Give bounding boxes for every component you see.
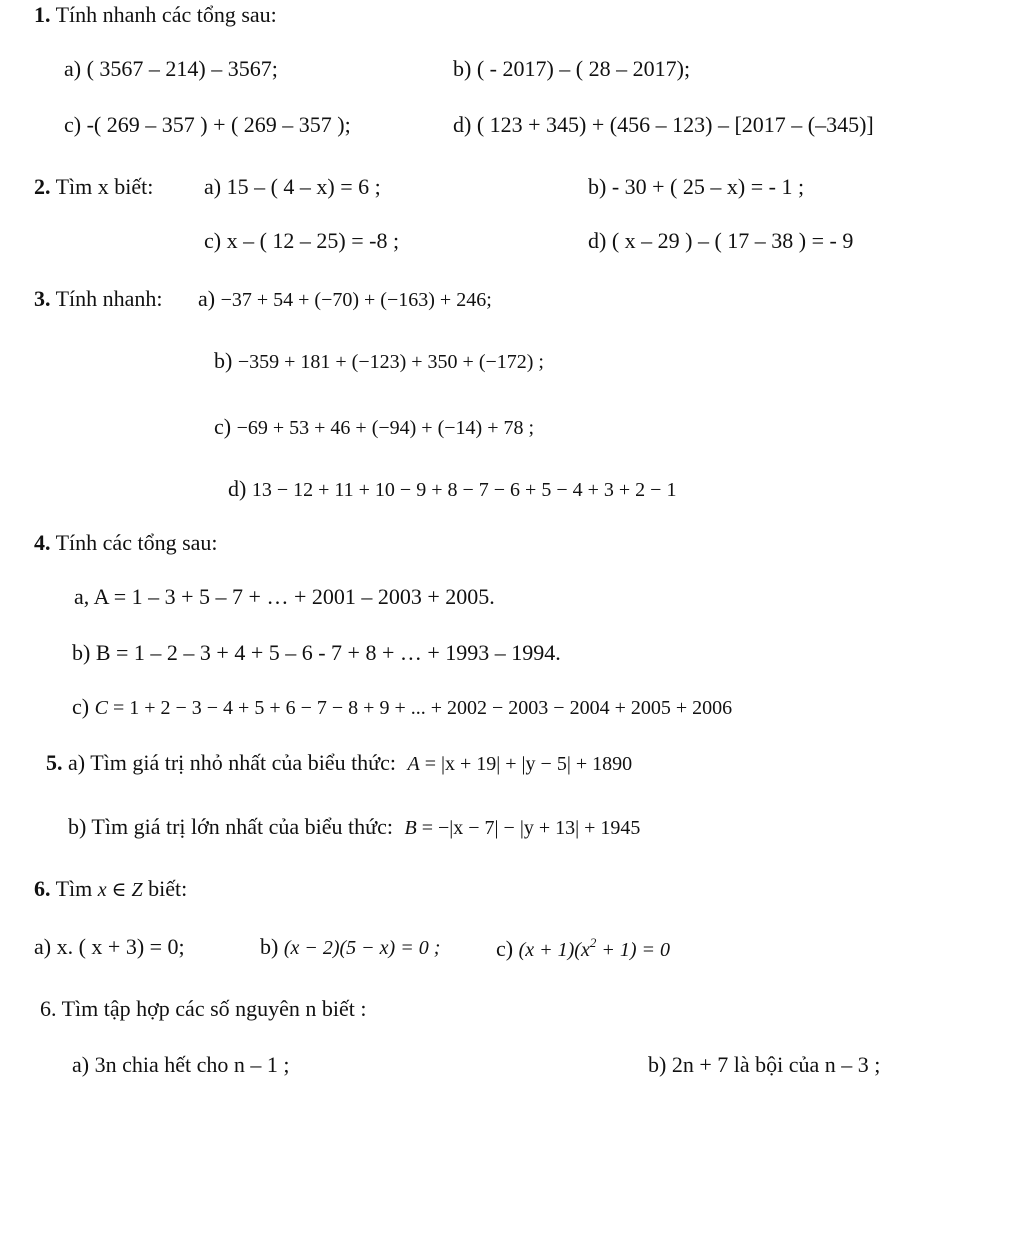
q6-c-pre: (x + 1)(x	[518, 939, 590, 961]
q4-title: Tính các tổng sau:	[55, 530, 218, 555]
q4-a-label: a,	[74, 584, 90, 609]
q4-b-label: b)	[72, 640, 91, 665]
q5-a-expr	[407, 753, 632, 775]
q5-number: 5.	[46, 750, 63, 775]
q1-item-b	[453, 58, 690, 80]
q4-b-expr: B = 1 – 2 – 3 + 4 + 5 – 6 - 7 + 8 + … + 1993 – 1994.	[95, 640, 561, 665]
q5-part-b	[68, 816, 640, 838]
q2-a-expr: 15 – ( 4 – x) = 6 ;	[226, 174, 381, 199]
q1-c-expr: -( 269 – 357 ) + ( 269 – 357 );	[86, 112, 351, 137]
q4-item-b	[72, 642, 561, 664]
q5-b-rhs: = −|x − 7| − |y + 13| + 1945	[416, 817, 641, 839]
q6-c-exponent: 2	[589, 935, 597, 950]
q3-c-expr: −69 + 53 + 46 + (−94) + (−14) + 78 ;	[236, 417, 535, 439]
q7-a-expr: 3n chia hết cho n – 1 ;	[94, 1052, 290, 1077]
q3-item-b	[214, 350, 544, 372]
q3-number: 3.	[34, 286, 51, 311]
q4-c-expr	[95, 697, 733, 719]
q6-c-expr	[518, 935, 670, 961]
q1-d-label: d)	[453, 112, 472, 137]
q5-b-text: b) Tìm giá trị lớn nhất của biểu thức:	[68, 814, 393, 839]
q7-heading	[40, 998, 367, 1020]
q2-heading	[34, 176, 153, 198]
q3-d-expr: 13 − 12 + 11 + 10 − 9 + 8 − 7 − 6 + 5 − 4 + 3 + 2 − 1	[251, 479, 677, 501]
q1-a-expr: ( 3567 – 214) – 3567;	[86, 56, 278, 81]
q3-title: Tính nhanh:	[55, 286, 163, 311]
q2-item-d	[588, 230, 853, 252]
q2-item-c	[204, 230, 399, 252]
q5-a-rhs: = |x + 19| + |y − 5| + 1890	[419, 753, 633, 775]
q6-a-label: a)	[34, 934, 52, 959]
q4-c-var: C	[94, 697, 108, 719]
q2-a-label: a)	[204, 174, 222, 199]
q1-b-expr: ( - 2017) – ( 28 – 2017);	[476, 56, 691, 81]
q1-item-c	[64, 114, 351, 136]
q4-heading	[34, 532, 218, 554]
q1-title: Tính nhanh các tổng sau:	[55, 2, 277, 27]
q3-a-expr: −37 + 54 + (−70) + (−163) + 246;	[220, 289, 492, 311]
q1-d-expr: ( 123 + 345) + (456 – 123) – [2017 – (–345)]	[476, 112, 874, 137]
q6-number: 6.	[34, 876, 51, 901]
q6-item-b	[260, 936, 440, 958]
q1-b-label: b)	[453, 56, 472, 81]
q7-b-expr: 2n + 7 là bội của n – 3 ;	[671, 1052, 881, 1077]
q6-a-expr: x. ( x + 3) = 0;	[56, 934, 185, 959]
q3-d-label: d)	[228, 476, 247, 501]
q3-c-label: c)	[214, 414, 232, 439]
q6-title-post: biết:	[148, 876, 188, 901]
q3-item-a	[198, 288, 492, 310]
q3-b-label: b)	[214, 348, 233, 373]
q6-c-label: c)	[496, 936, 514, 961]
q3-a-label: a)	[198, 286, 216, 311]
q6-item-c	[496, 936, 670, 960]
q2-d-label: d)	[588, 228, 607, 253]
q3-item-d	[228, 478, 676, 500]
q6-title-pre: Tìm	[55, 876, 93, 901]
q1-a-label: a)	[64, 56, 82, 81]
q2-item-b	[588, 176, 804, 198]
q6-c-post: + 1) = 0	[596, 939, 670, 961]
q3-b-expr: −359 + 181 + (−123) + 350 + (−172) ;	[237, 351, 544, 373]
q2-d-expr: ( x – 29 ) – ( 17 – 38 ) = - 9	[611, 228, 854, 253]
q7-number: 6.	[40, 996, 57, 1021]
q1-heading	[34, 4, 277, 26]
q4-c-rhs: = 1 + 2 − 3 − 4 + 5 + 6 − 7 − 8 + 9 + ... + 2002 − 2003 − 2004 + 2005 + 2006	[107, 697, 733, 719]
q6-item-a	[34, 936, 185, 958]
q2-b-expr: - 30 + ( 25 – x) = - 1 ;	[611, 174, 805, 199]
q5-part-a	[46, 752, 632, 774]
q5-a-text: a) Tìm giá trị nhỏ nhất của biểu thức:	[68, 750, 396, 775]
q4-item-a	[74, 586, 495, 608]
q5-a-var: A	[407, 753, 420, 775]
q7-a-label: a)	[72, 1052, 90, 1077]
q6-b-label: b)	[260, 934, 279, 959]
q4-c-label: c)	[72, 694, 90, 719]
q2-item-a	[204, 176, 381, 198]
q6-b-expr: (x − 2)(5 − x) = 0 ;	[283, 937, 441, 959]
q2-number: 2.	[34, 174, 51, 199]
q1-c-label: c)	[64, 112, 82, 137]
q4-number: 4.	[34, 530, 51, 555]
q5-b-var: B	[404, 817, 417, 839]
q7-item-b	[648, 1054, 880, 1076]
q5-b-expr	[404, 817, 640, 839]
q6-title-math: x ∈ Z	[97, 879, 143, 901]
q2-title: Tìm x biết:	[55, 174, 154, 199]
q4-item-c	[72, 696, 732, 718]
q7-title: Tìm tập hợp các số nguyên n biết :	[61, 996, 367, 1021]
q3-heading	[34, 288, 163, 310]
q1-item-a	[64, 58, 278, 80]
q2-c-expr: x – ( 12 – 25) = -8 ;	[226, 228, 400, 253]
q3-item-c	[214, 416, 534, 438]
q2-c-label: c)	[204, 228, 222, 253]
q7-item-a	[72, 1054, 290, 1076]
q7-b-label: b)	[648, 1052, 667, 1077]
q2-b-label: b)	[588, 174, 607, 199]
q6-heading	[34, 878, 187, 900]
q4-a-expr: A = 1 – 3 + 5 – 7 + … + 2001 – 2003 + 2005.	[93, 584, 495, 609]
q1-item-d	[453, 114, 874, 136]
q1-number: 1.	[34, 2, 51, 27]
